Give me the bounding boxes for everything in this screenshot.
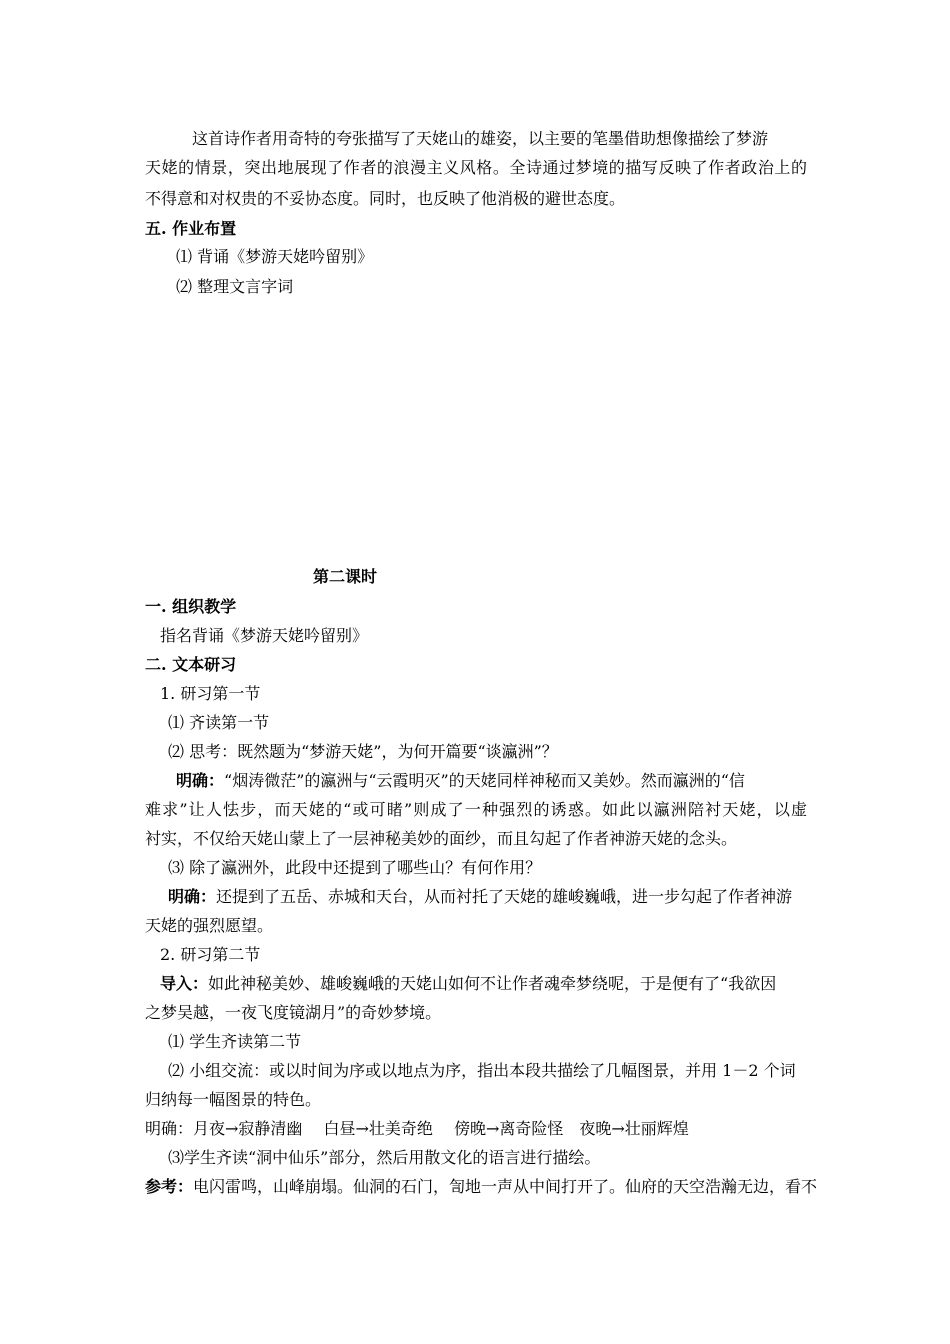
intro-text: 如此神秘美妙、雄峻巍峨的天姥山如何不让作者魂牵梦绕呢，于是便有了“我欲因: [208, 974, 777, 993]
study1-answer3-line-1: [168, 887, 792, 907]
answer-label: 明确：: [176, 771, 225, 790]
study2-q2-line-1: ⑵ 小组交流：或以时间为序或以地点为序，指出本段共描绘了几幅图景，并用 1－2 个词: [168, 1061, 796, 1080]
study1-q1: ⑴ 齐读第一节: [168, 713, 270, 732]
study1-q2: ⑵ 思考：既然题为“梦游天姥”，为何开篇要“谈瀛洲”？: [168, 742, 558, 761]
study1-q3: ⑶ 除了瀛洲外，此段中还提到了哪些山？有何作用？: [168, 858, 542, 877]
reference-text: 电闪雷鸣，山峰崩塌。仙洞的石门，訇地一声从中间打开了。仙府的天空浩瀚无边，看不: [193, 1177, 818, 1196]
study2-intro-line-2: 之梦吴越，一夜飞度镜湖月”的奇妙梦境。: [145, 1003, 442, 1022]
study1-answer3-line-2: 天姥的强烈愿望。: [145, 916, 274, 935]
section-text-recite: 指名背诵《梦游天姥吟留别》: [160, 626, 369, 645]
section-heading-organize: 一. 组织教学: [145, 597, 237, 616]
homework-item-2: ⑵ 整理文言字词: [176, 277, 294, 296]
study2-q1: ⑴ 学生齐读第二节: [168, 1032, 302, 1051]
study2-reference-line-1: [145, 1177, 817, 1197]
summary-line-2: 天姥的情景，突出地展现了作者的浪漫主义风格。全诗通过梦境的描写反映了作者政治上的: [145, 158, 807, 177]
study1-answer2-line-3: 衬实，不仅给天姥山蒙上了一层神秘美妙的面纱，而且勾起了作者神游天姥的念头。: [145, 829, 738, 848]
answer-text: “烟涛微茫”的瀛洲与“云霞明灭”的天姥同样神秘而又美妙。然而瀛洲的“信: [224, 771, 745, 790]
summary-line-1: 这首诗作者用奇特的夸张描写了天姥山的雄姿，以主要的笔墨借助想像描绘了梦游: [192, 129, 769, 148]
summary-line-3: 不得意和对权贵的不妥协态度。同时，也反映了他消极的避世态度。: [145, 189, 626, 208]
answer-text: 还提到了五岳、赤城和天台，从而衬托了天姥的雄峻巍峨，进一步勾起了作者神游: [216, 887, 793, 906]
study1-answer2-line-1: [176, 771, 745, 791]
study2-answer: 明确：月夜→寂静清幽 白昼→壮美奇绝 傍晚→离奇险怪 夜晚→壮丽辉煌: [145, 1119, 689, 1138]
study2-intro-line-1: [160, 974, 776, 994]
study2-q2-line-2: 归纳每一幅图景的特色。: [145, 1090, 322, 1109]
study1-heading: 1. 研习第一节: [160, 684, 261, 703]
study1-answer2-line-2: 难求”让人怯步，而天姥的“或可睹”则成了一种强烈的诱惑。如此以瀛洲陪衬天姥，以虚: [145, 800, 807, 819]
study2-heading: 2. 研习第二节: [160, 945, 261, 964]
answer-label: 明确：: [168, 887, 217, 906]
section-heading-text-study: 二. 文本研习: [145, 655, 237, 674]
reference-label: 参考：: [145, 1177, 194, 1196]
lesson-title: 第二课时: [313, 567, 378, 586]
homework-heading: 五. 作业布置: [145, 219, 237, 238]
study2-q3: ⑶学生齐读“洞中仙乐”部分，然后用散文化的语言进行描绘。: [168, 1148, 601, 1167]
homework-item-1: ⑴ 背诵《梦游天姥吟留别》: [176, 247, 374, 266]
intro-label: 导入：: [160, 974, 209, 993]
